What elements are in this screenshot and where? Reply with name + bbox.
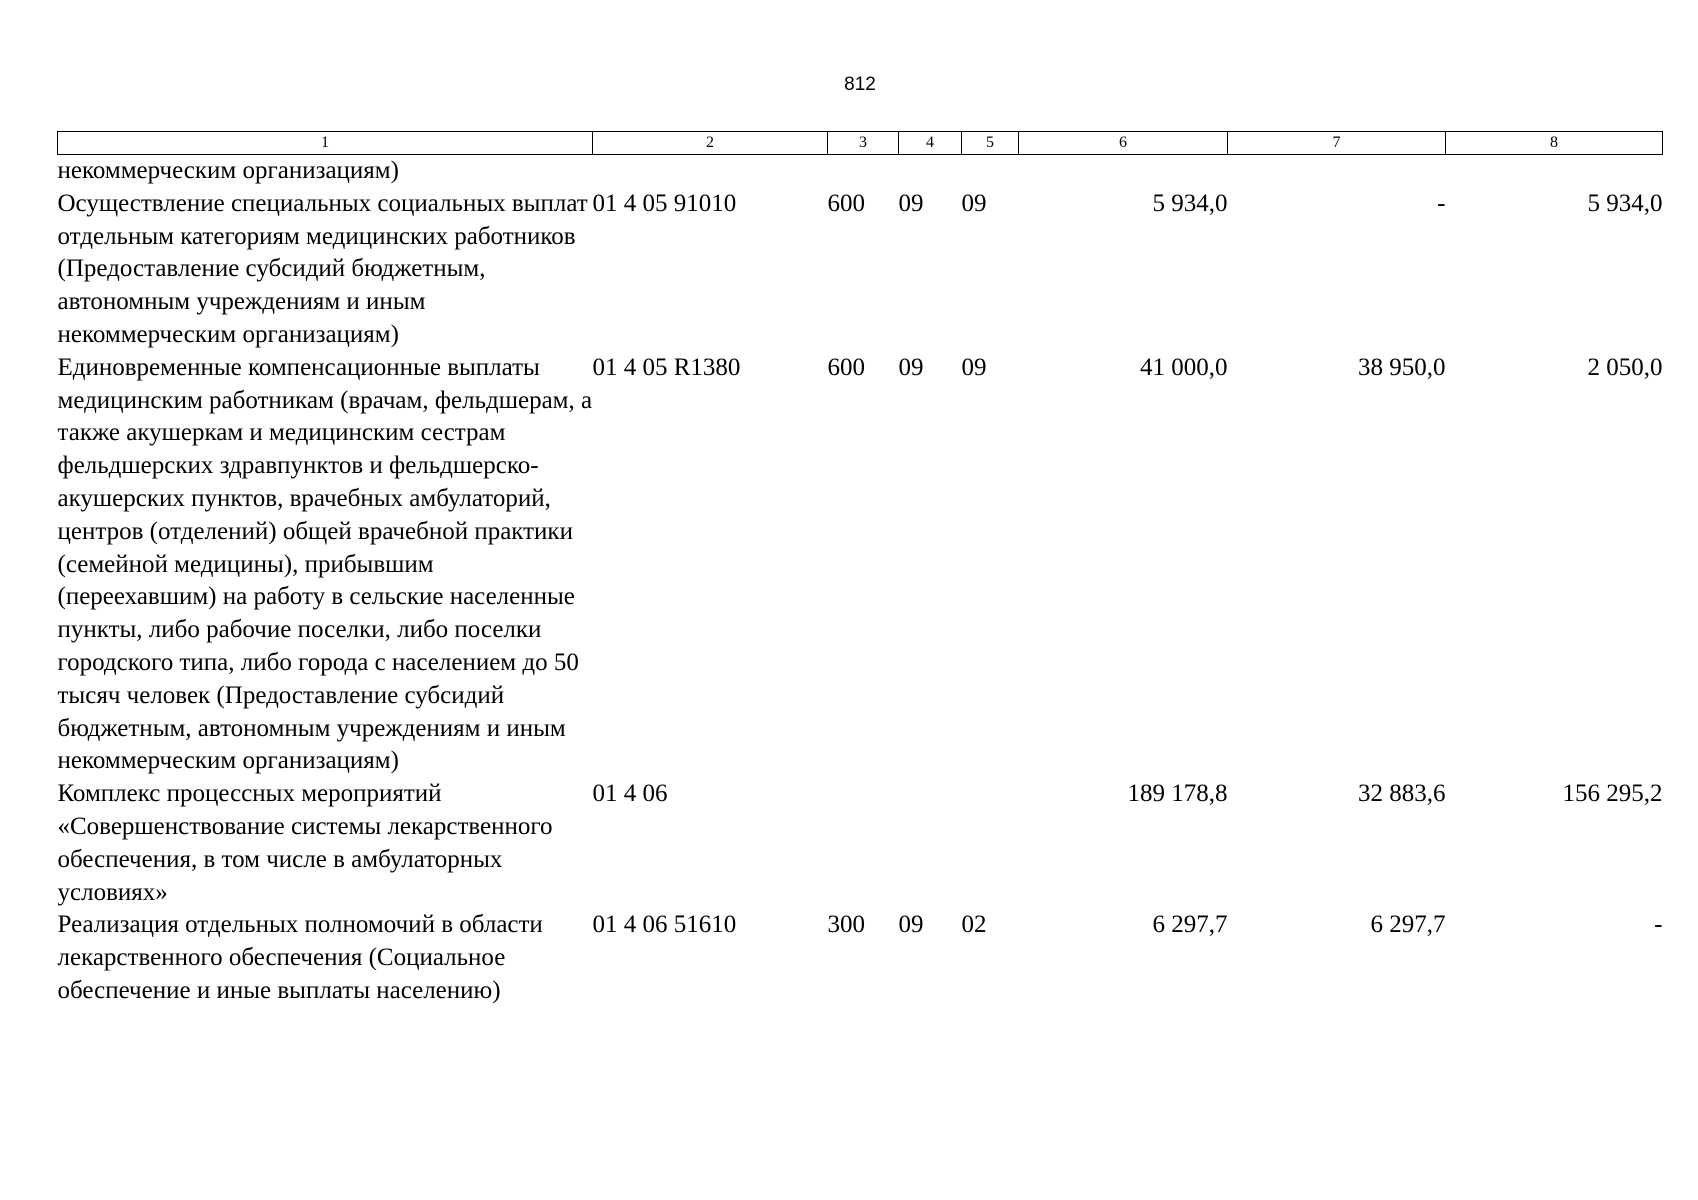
row-federal: 32 883,6	[1358, 780, 1446, 808]
row-section: 09	[898, 911, 924, 939]
row-expense-type	[828, 155, 899, 188]
row-total: 189 178,8	[1127, 780, 1228, 808]
row-code: 01 4 06 51610	[592, 911, 737, 939]
budget-table	[57, 131, 1663, 1008]
row-section: 09	[898, 353, 924, 381]
row-code	[593, 155, 828, 188]
row-total: 41 000,0	[1140, 353, 1228, 381]
column-number-header-row	[58, 132, 1663, 155]
column-header-8: 8	[1446, 132, 1663, 155]
table-row	[58, 352, 1663, 778]
row-subsection: 09	[961, 353, 987, 381]
row-name: Реализация отдельных полномочий в области лекарственного обеспечения (Социальное обеспечение и иные выплаты населению)	[57, 911, 543, 1004]
column-header-1: 1	[58, 132, 593, 155]
row-regional: 5 934,0	[1587, 189, 1663, 217]
row-expense-type: 600	[827, 353, 865, 381]
row-code: 01 4 06	[592, 780, 668, 808]
row-section: 09	[898, 189, 924, 217]
row-subsection: 09	[961, 189, 987, 217]
row-section	[899, 778, 962, 909]
row-expense-type: 600	[827, 189, 865, 217]
row-section	[899, 155, 962, 188]
row-expense-type	[828, 778, 899, 909]
column-header-7: 7	[1228, 132, 1446, 155]
row-total	[1019, 155, 1228, 188]
row-expense-type: 300	[827, 911, 865, 939]
table-row	[58, 778, 1663, 909]
row-total: 6 297,7	[1152, 911, 1228, 939]
page-number: 812	[844, 74, 876, 95]
row-federal: 6 297,7	[1370, 911, 1446, 939]
row-subsection	[962, 155, 1019, 188]
row-subsection	[962, 778, 1019, 909]
row-regional: -	[1654, 911, 1663, 939]
row-federal: 38 950,0	[1358, 353, 1446, 381]
row-name: Единовременные компенсационные выплаты медицинским работникам (врачам, фельдшерам, а также акушеркам и медицинским сестрам фельдшерских здравпунктов и фельдшерско-акушерских пунктов, врачебных амбулаторий, центров (отделений) общей врачебной практики (семейной медицины), прибывшим (переехавшим) на работу в сельские населенные пункты, либо рабочие поселки, либо поселки городского типа, либо города с населением до 50 тысяч человек (Предоставление субсидий бюджетным, автономным учреждениям и иным некоммерческим организациям)	[57, 353, 593, 775]
column-header-5: 5	[962, 132, 1019, 155]
row-regional: 2 050,0	[1587, 353, 1663, 381]
row-regional	[1446, 155, 1663, 188]
row-federal	[1228, 155, 1446, 188]
column-header-4: 4	[899, 132, 962, 155]
row-code: 01 4 05 91010	[592, 189, 737, 217]
row-name: некоммерческим организациям)	[57, 157, 399, 184]
row-code: 01 4 05 R1380	[592, 353, 741, 381]
row-federal: -	[1437, 189, 1446, 217]
row-name: Осуществление специальных социальных выплат отдельным категориям медицинских работников (Предоставление субсидий бюджетным, автономным учреждениям и иным некоммерческим организациям)	[57, 189, 588, 348]
column-header-2: 2	[593, 132, 828, 155]
table-row	[58, 909, 1663, 1007]
row-total: 5 934,0	[1152, 189, 1228, 217]
table-row	[58, 155, 1663, 188]
column-header-3: 3	[828, 132, 899, 155]
table-row	[58, 188, 1663, 352]
row-name: Комплекс процессных мероприятий «Совершенствование системы лекарственного обеспечения, в том числе в амбулаторных условиях»	[57, 780, 553, 906]
row-subsection: 02	[961, 911, 987, 939]
row-regional: 156 295,2	[1562, 780, 1663, 808]
column-header-6: 6	[1019, 132, 1228, 155]
